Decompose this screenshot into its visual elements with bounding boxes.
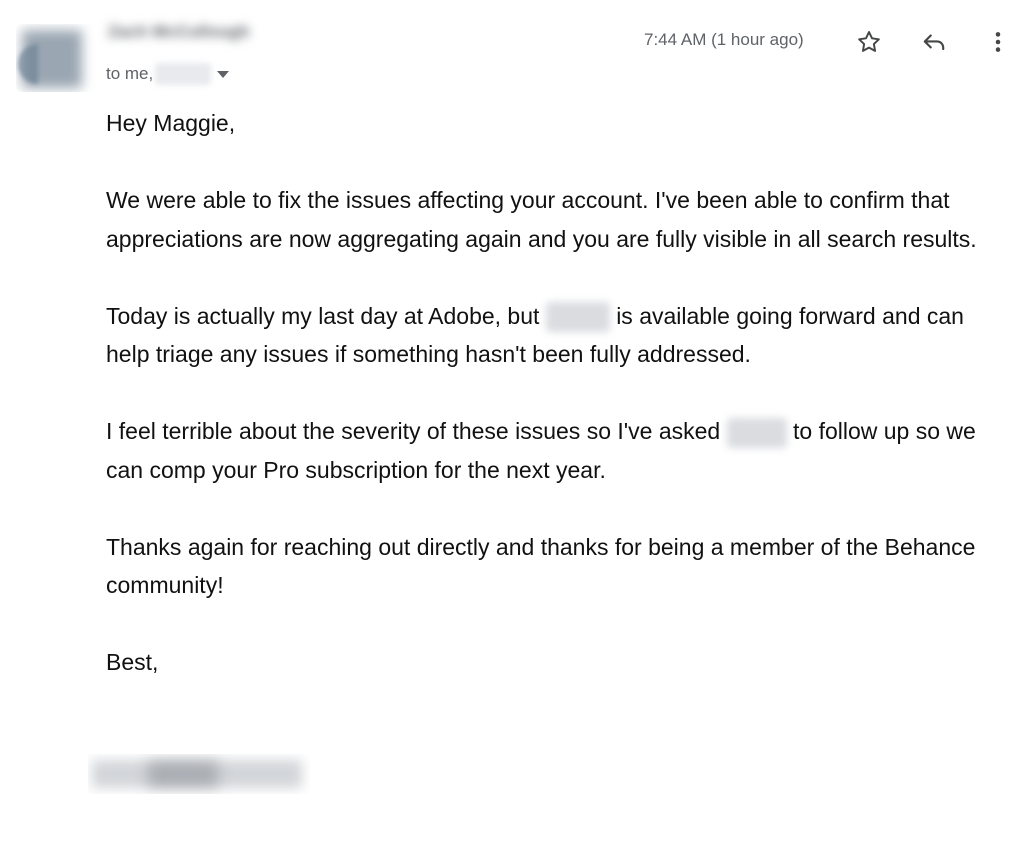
chevron-down-icon[interactable] [217, 71, 229, 78]
redacted-name [546, 302, 610, 332]
reply-icon[interactable] [918, 26, 950, 58]
closing: Best, [106, 649, 159, 675]
paragraph-comp-subscription [106, 412, 1011, 489]
recipient-details[interactable] [106, 62, 229, 86]
email-body [106, 104, 1011, 682]
email-timestamp: 7:44 AM (1 hour ago) [644, 30, 804, 49]
redacted-signature [88, 754, 310, 794]
star-icon[interactable] [853, 26, 885, 58]
redacted-recipient [155, 63, 211, 85]
redacted-name [727, 418, 787, 448]
paragraph-fix-confirmation: We were able to fix the issues affecting your account. I've been able to confirm that appreciations are now aggregating again and you are fully visible in all search results. [106, 187, 977, 252]
p2-text-before: Today is actually my last day at Adobe, but [106, 302, 540, 329]
sender-name[interactable]: Zach McCullough [108, 22, 250, 41]
recipient-prefix: to me, [106, 64, 154, 83]
p3-text-after: to follow up so we can comp your Pro subscription for the next year. [106, 418, 976, 483]
p2-text-after: is available going forward and can help triage any issues if something hasn't been fully addressed. [106, 302, 964, 367]
paragraph-thanks: Thanks again for reaching out directly and thanks for being a member of the Behance community! [106, 533, 976, 598]
greeting: Hey Maggie, [106, 110, 236, 136]
sender-avatar[interactable] [16, 24, 96, 92]
p3-text-before: I feel terrible about the severity of these issues so I've asked [106, 418, 721, 444]
paragraph-last-day [106, 297, 1011, 374]
more-vert-icon[interactable] [982, 26, 1014, 58]
